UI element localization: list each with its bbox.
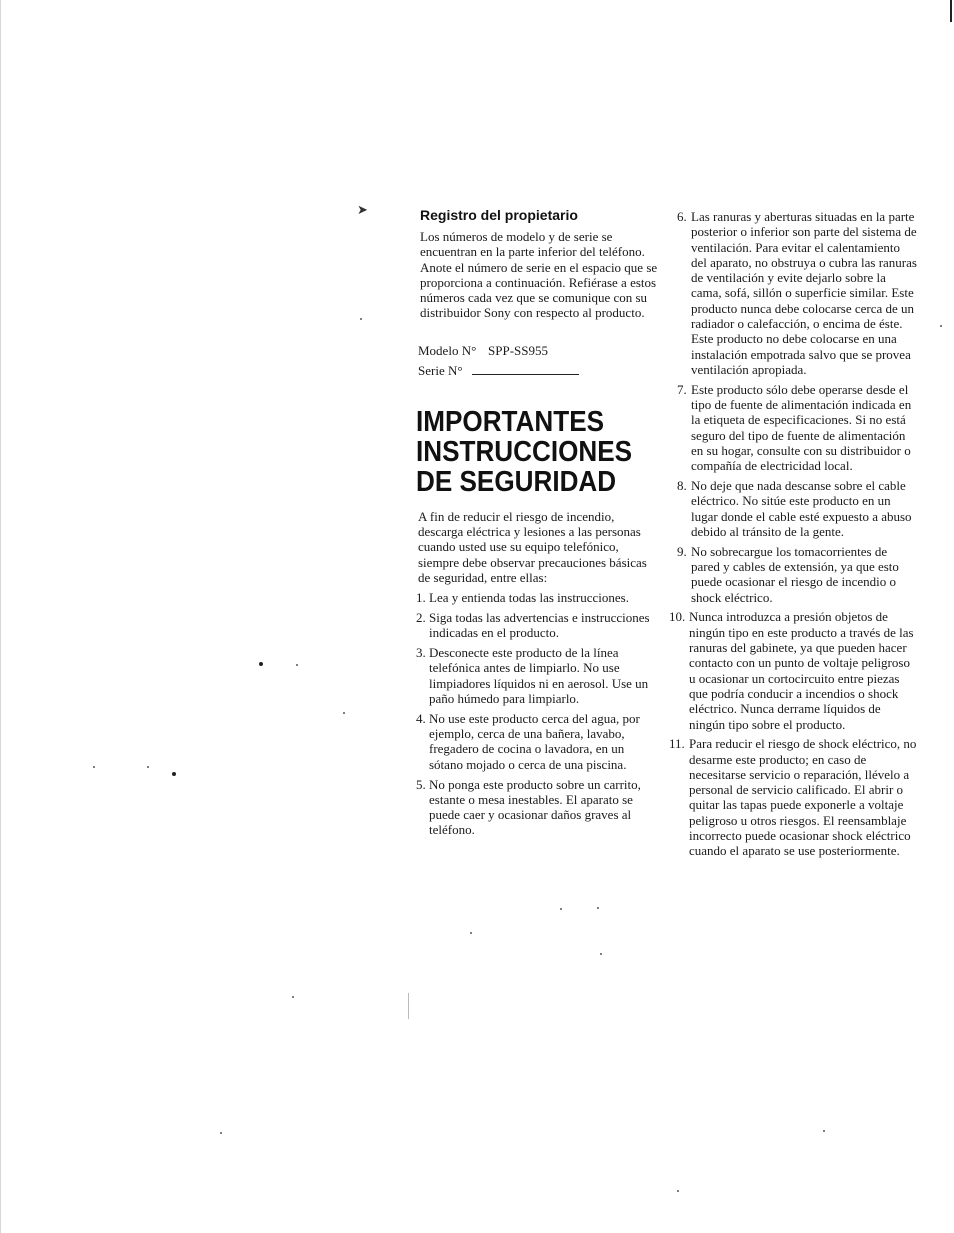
item-text: Este producto sólo debe operarse desde el tipo de fuente de alimentación indicada en la etiqueta de especificaciones. Si no está seguro del tipo de fuente de alimentación en su hogar, consulte con su distribuidor o compañía de electricidad local. — [691, 381, 912, 474]
item-text: Para reducir el riesgo de shock eléctrico, no desarme este producto; en caso de necesitarse servicio o reparación, llévelo a personal de servicio calificado. El abrir o quitar las tapas puede exponerle a voltaje peligroso u otros riesgos. El reensamblaje incorrecto puede ocasionar shock eléctrico cuando el aparato se use posteriormente. — [689, 736, 917, 859]
scan-speck — [292, 996, 294, 998]
list-item — [416, 610, 658, 641]
modelo-label: Modelo N° — [418, 342, 477, 358]
scan-speck — [259, 662, 263, 666]
list-item — [679, 544, 919, 605]
scan-speck — [343, 712, 345, 714]
scan-speck — [147, 766, 149, 768]
item-number: 7. — [677, 381, 687, 397]
scan-speck — [597, 907, 599, 909]
item-text: Siga todas las advertencias e instrucciones indicadas en el producto. — [429, 610, 650, 641]
item-text: No ponga este producto sobre un carrito, estante o mesa inestables. El aparato se puede caer y ocasionar daños graves al teléfono. — [429, 776, 641, 838]
safety-list-right — [669, 209, 919, 859]
serie-blank-line — [472, 364, 579, 375]
modelo-value: SPP-SS955 — [488, 342, 548, 358]
scan-speck — [560, 908, 562, 910]
model-serial-block — [416, 341, 658, 381]
scan-speck — [940, 325, 942, 327]
safety-list-left — [416, 590, 658, 837]
scan-speck — [93, 766, 95, 768]
list-item — [669, 736, 919, 859]
item-text: No sobrecargue los tomacorrientes de pared y cables de extensión, ya que esto puede ocasionar el riesgo de incendio o shock eléctrico. — [691, 543, 899, 605]
list-item — [679, 382, 919, 474]
title-line: DE SEGURIDAD — [416, 465, 617, 498]
list-item — [669, 609, 919, 732]
list-item — [416, 590, 658, 605]
title-line: IMPORTANTES — [416, 405, 605, 438]
scan-left-edge — [0, 0, 1, 1233]
item-number: 8. — [677, 478, 687, 494]
title-line: INSTRUCCIONES — [416, 435, 633, 468]
scan-speck — [823, 1130, 825, 1132]
list-item — [679, 478, 919, 539]
list-item — [416, 711, 658, 772]
item-number: 3. — [416, 645, 426, 661]
item-text: Nunca introduzca a presión objetos de ningún tipo en este producto a través de las ranuras del gabinete, ya que pueden hacer contacto con un punto de voltaje peligroso u ocasionar un cortocircuito entre piezas que podría conducir a incendios o shock eléctrico. Nunca derrame líquidos de ningún tipo sobre el producto. — [689, 609, 914, 732]
item-number: 1. — [416, 590, 426, 606]
item-number: 2. — [416, 610, 426, 626]
item-text: Lea y entienda todas las instrucciones. — [429, 590, 629, 606]
list-item — [416, 645, 658, 706]
intro-paragraph: A fin de reducir el riesgo de incendio, descarga eléctrica y lesiones a las personas cuando usted use su equipo telefónico, siempre debe observar precauciones básicas de seguridad, entre ellas: — [418, 508, 647, 585]
right-column — [669, 209, 919, 863]
item-number: 6. — [677, 209, 687, 224]
serie-label: Serie N° — [418, 362, 463, 378]
list-item — [416, 777, 658, 838]
arrow-marker-icon: ➤ — [357, 203, 368, 218]
modelo-line — [418, 341, 658, 361]
item-number: 10. — [669, 609, 686, 625]
scan-speck — [677, 1190, 679, 1192]
item-text: Desconecte este producto de la línea telefónica antes de limpiarlo. No use limpiadores líquidos ni en aerosol. Use un paño húmedo para limpiarlo. — [429, 645, 649, 707]
item-number: 11. — [669, 736, 685, 752]
scan-speck — [470, 932, 472, 934]
scan-speck — [172, 772, 176, 776]
left-column — [416, 207, 658, 842]
item-text: No use este producto cerca del agua, por ejemplo, cerca de una bañera, lavabo, fregadero de cocina o lavadora, en un sótano mojado o cerca de una piscina. — [429, 710, 640, 772]
scan-edge-mark — [950, 0, 952, 22]
page-title — [416, 407, 634, 497]
scan-speck — [220, 1132, 222, 1134]
list-item — [679, 209, 919, 377]
item-number: 5. — [416, 776, 426, 792]
scan-speck — [296, 664, 298, 666]
item-number: 4. — [416, 710, 426, 726]
registro-heading: Registro del propietario — [420, 207, 578, 223]
item-number: 9. — [677, 543, 687, 559]
item-text: Las ranuras y aberturas situadas en la parte posterior o inferior son parte del sistema de ventilación. Para evitar el calentamiento del aparato, no obstruya o cubra las ranuras de ventilación y evite dejarlo sobre la cama, sofá, sillón o superficie similar. Este producto nunca debe colocarse cerca de un radiador o calefacción, o encima de éste. Este producto no debe colocarse en una instalación empotrada salvo que se provea ventilación apropiada. — [691, 209, 917, 377]
registro-paragraph: Los números de modelo y de serie se encuentran en la parte inferior del teléfono. Anote el número de serie en el espacio que se proporciona a continuación. Refiérase a estos números cada vez que se comunique con su distribuidor Sony con respecto al producto. — [420, 229, 658, 321]
serie-line — [418, 361, 658, 381]
scan-mark — [408, 993, 409, 1019]
scan-speck — [360, 318, 362, 320]
item-text: No deje que nada descanse sobre el cable eléctrico. No sitúe este producto en un lugar donde el cable esté expuesto a abuso debido al tránsito de la gente. — [691, 478, 912, 539]
scan-speck — [600, 953, 602, 955]
